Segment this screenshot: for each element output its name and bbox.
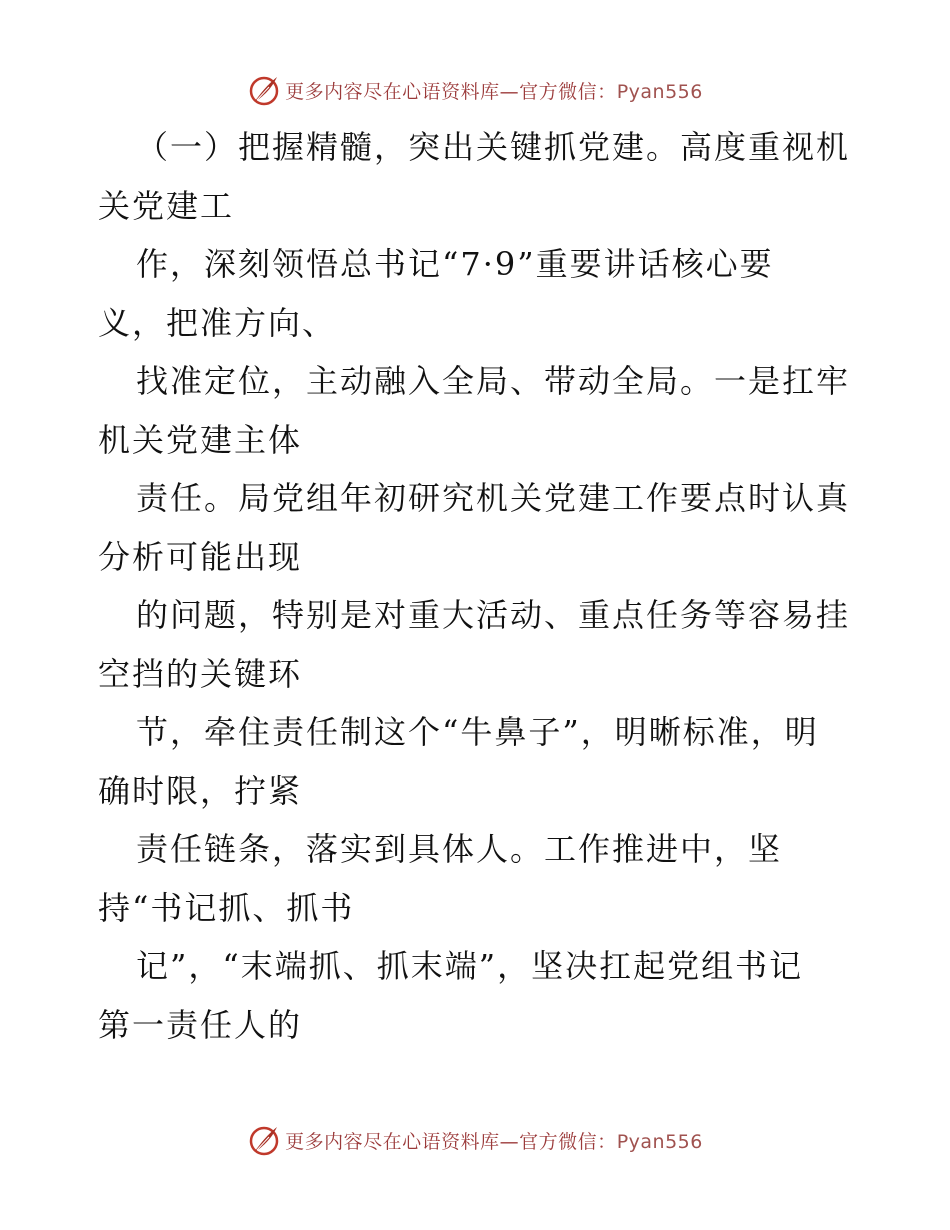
text-line: （一）把握精髓，突出关键抓党建。高度重视机 (136, 128, 851, 166)
text-line: 责任链条，落实到具体人。工作推进中，坚 (136, 830, 783, 868)
text-line: 节，牵住责任制这个“牛鼻子”，明晰标准，明 (136, 713, 819, 751)
text-line: 确时限，拧紧 (98, 771, 303, 810)
watermark-text: 更多内容尽在心语资料库—官方微信：Pyan556 (285, 80, 703, 103)
document-body (98, 118, 858, 1054)
text-line: 分析可能出现 (98, 537, 303, 576)
text-line: 责任。局党组年初研究机关党建工作要点时认真 (136, 479, 851, 517)
text-line: 义，把准方向、 (98, 303, 337, 342)
text-line: 找准定位，主动融入全局、带动全局。一是扛牢 (136, 362, 851, 400)
text-line: 作，深刻领悟总书记“7·9”重要讲话核心要 (136, 245, 774, 283)
feather-pen-logo-icon (247, 73, 281, 107)
text-line: 的问题，特别是对重大活动、重点任务等容易挂 (136, 596, 851, 634)
text-line: 空挡的关键环 (98, 654, 303, 693)
footer-watermark (0, 1120, 950, 1160)
text-line: 第一责任人的 (98, 1005, 303, 1044)
feather-pen-logo-icon (247, 1123, 281, 1157)
text-line: 机关党建主体 (98, 420, 303, 459)
header-watermark (0, 70, 950, 110)
watermark-text: 更多内容尽在心语资料库—官方微信：Pyan556 (285, 1130, 703, 1153)
text-line: 记”，“末端抓、抓末端”，坚决扛起党组书记 (136, 947, 804, 985)
text-line: 持“书记抓、抓书 (98, 888, 355, 927)
text-line: 关党建工 (98, 186, 235, 225)
